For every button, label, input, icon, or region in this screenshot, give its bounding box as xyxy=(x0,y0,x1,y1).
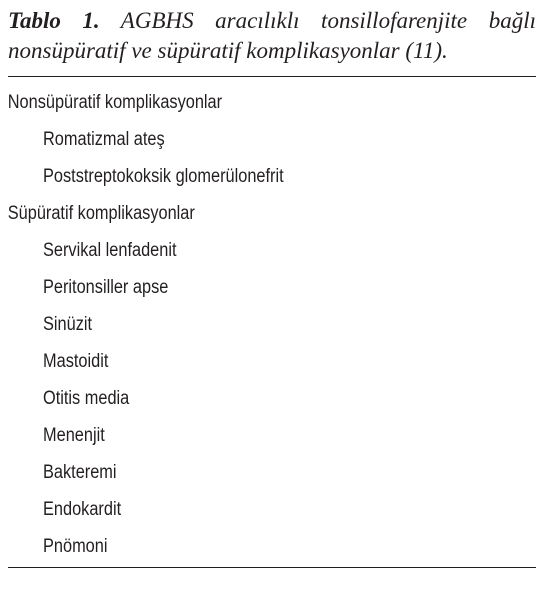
list-item: Endokardit xyxy=(43,499,122,520)
table-bottom-rule xyxy=(8,567,536,568)
list-item: Poststreptokoksik glomerülonefrit xyxy=(43,166,284,187)
table-caption xyxy=(8,6,536,66)
list-item: Sinüzit xyxy=(43,314,93,335)
list-item: Menenjit xyxy=(43,425,105,446)
group-heading-supuratif: Süpüratif komplikasyonlar xyxy=(7,203,195,224)
list-item: Peritonsiller apse xyxy=(43,277,169,298)
list-item: Mastoidit xyxy=(43,351,109,372)
list-item: Otitis media xyxy=(43,388,130,409)
group-heading-nonsupuratif: Nonsüpüratif komplikasyonlar xyxy=(7,92,223,113)
list-item: Romatizmal ateş xyxy=(43,129,165,150)
caption-line-1 xyxy=(8,6,536,36)
caption-line-2: nonsüpüratif ve süpüratif komplikasyonlar (11). xyxy=(8,38,448,63)
caption-text-1: AGBHS aracılıklı tonsillofarenjite bağlı xyxy=(120,8,536,33)
complications-list xyxy=(0,84,467,565)
table-top-rule xyxy=(8,76,536,77)
table-label: Tablo 1. xyxy=(8,8,100,33)
list-item: Pnömoni xyxy=(43,536,108,557)
list-item: Servikal lenfadenit xyxy=(43,240,177,261)
list-item: Bakteremi xyxy=(43,462,117,483)
